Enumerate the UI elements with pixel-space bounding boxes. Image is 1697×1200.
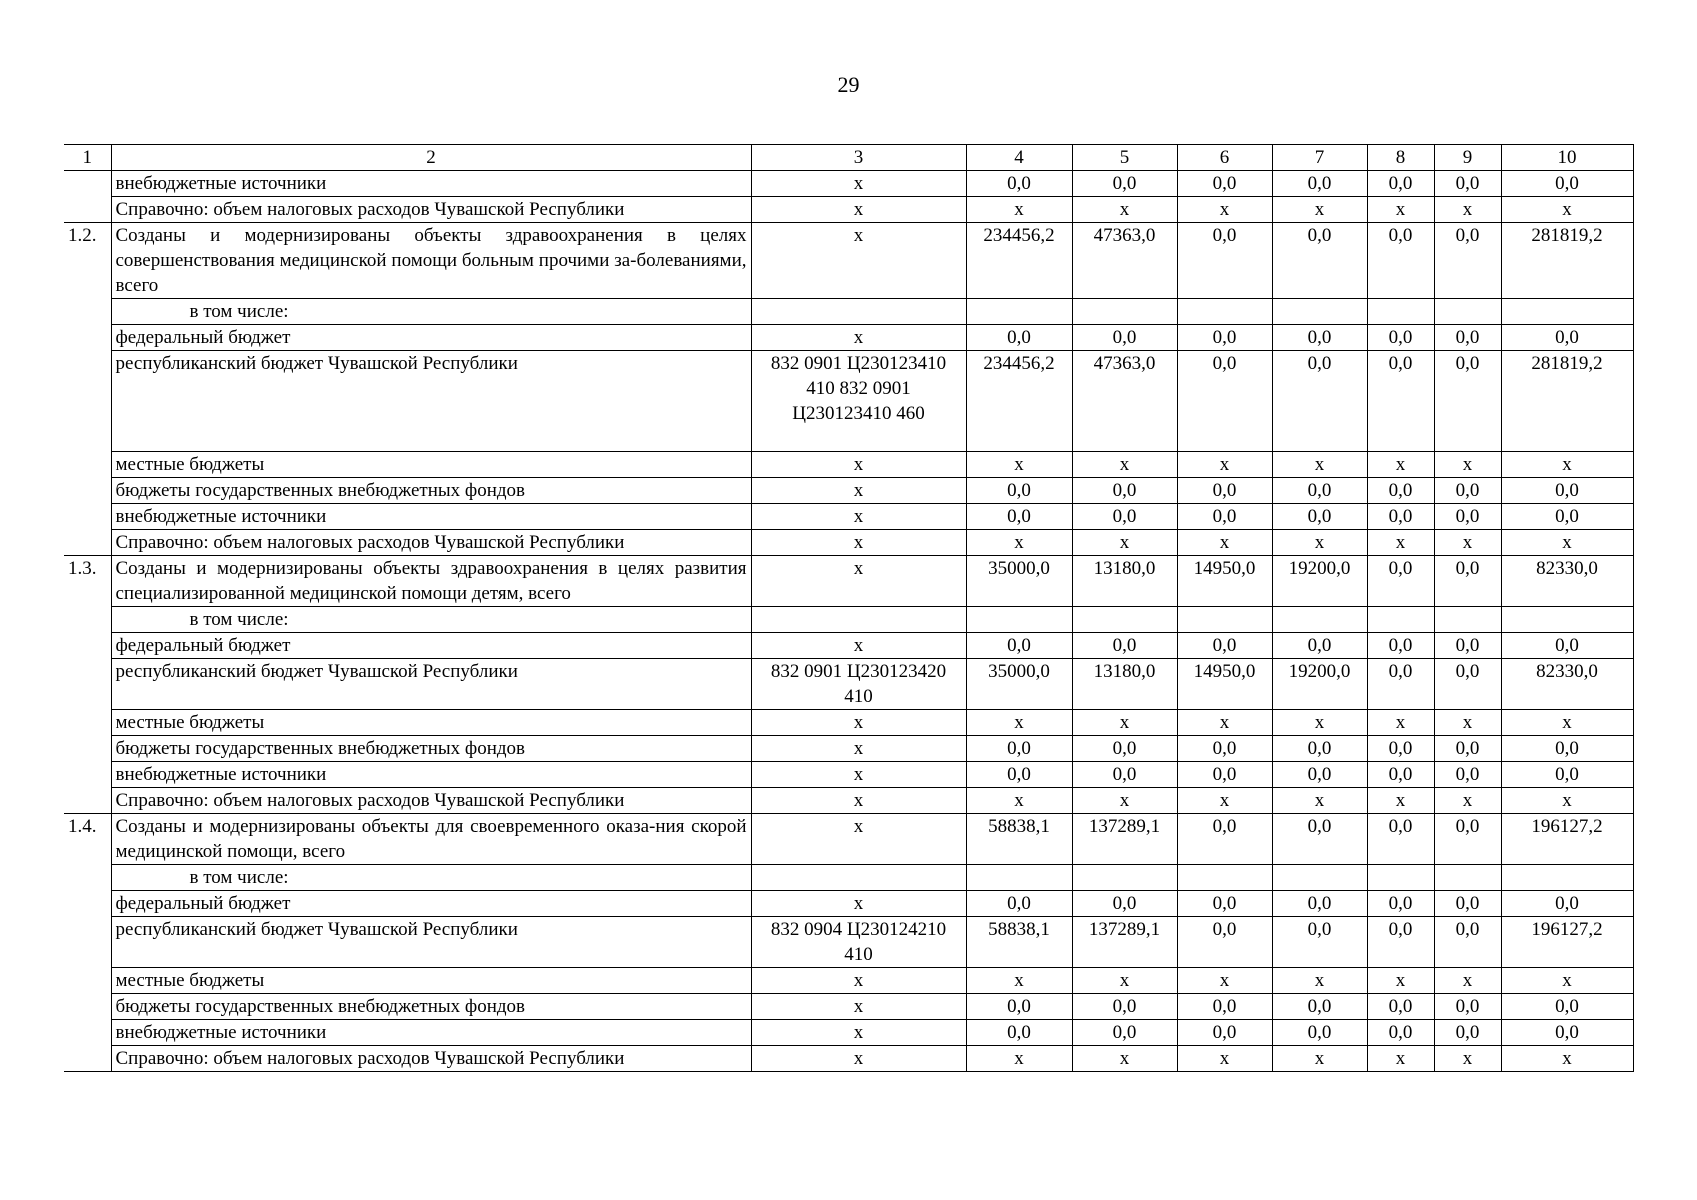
budget-code: х xyxy=(751,891,966,917)
row-number xyxy=(64,736,111,762)
value-cell: х xyxy=(966,197,1072,223)
value-cell: 137289,1 xyxy=(1072,814,1177,865)
value-cell: 0,0 xyxy=(1434,891,1501,917)
value-cell: х xyxy=(966,788,1072,814)
value-cell: 35000,0 xyxy=(966,659,1072,710)
value-cell: х xyxy=(1367,197,1434,223)
value-cell: 0,0 xyxy=(1501,762,1633,788)
value-cell xyxy=(1177,299,1272,325)
value-cell: 0,0 xyxy=(1434,171,1501,197)
value-cell: 0,0 xyxy=(966,994,1072,1020)
value-cell: 0,0 xyxy=(1177,504,1272,530)
value-cell: 0,0 xyxy=(1272,762,1367,788)
row-label: бюджеты государственных внебюджетных фондов xyxy=(111,478,751,504)
value-cell: х xyxy=(1072,452,1177,478)
row-number xyxy=(64,891,111,917)
value-cell: х xyxy=(1072,710,1177,736)
value-cell: 0,0 xyxy=(1501,736,1633,762)
value-cell: 0,0 xyxy=(1272,223,1367,299)
value-cell: 0,0 xyxy=(1367,504,1434,530)
budget-code: х xyxy=(751,197,966,223)
value-cell: х xyxy=(1501,452,1633,478)
value-cell: х xyxy=(1367,1046,1434,1072)
value-cell: 0,0 xyxy=(966,325,1072,351)
value-cell xyxy=(1434,607,1501,633)
budget-code xyxy=(751,865,966,891)
value-cell: 0,0 xyxy=(1272,351,1367,452)
row-label: в том числе: xyxy=(111,607,751,633)
value-cell: 196127,2 xyxy=(1501,814,1633,865)
row-label: бюджеты государственных внебюджетных фондов xyxy=(111,736,751,762)
budget-code: х xyxy=(751,968,966,994)
value-cell: 13180,0 xyxy=(1072,659,1177,710)
value-cell: 0,0 xyxy=(1501,325,1633,351)
row-label: местные бюджеты xyxy=(111,968,751,994)
value-cell: 0,0 xyxy=(1434,736,1501,762)
value-cell: х xyxy=(966,710,1072,736)
value-cell: х xyxy=(1367,452,1434,478)
value-cell: 0,0 xyxy=(1272,478,1367,504)
row-label: республиканский бюджет Чувашской Республики xyxy=(111,659,751,710)
budget-code: х xyxy=(751,788,966,814)
value-cell: 0,0 xyxy=(966,736,1072,762)
value-cell: 281819,2 xyxy=(1501,351,1633,452)
value-cell xyxy=(966,299,1072,325)
row-number xyxy=(64,504,111,530)
value-cell: 0,0 xyxy=(1072,994,1177,1020)
row-number xyxy=(64,762,111,788)
table-row xyxy=(64,917,1633,968)
row-label: Справочно: объем налоговых расходов Чувашской Республики xyxy=(111,530,751,556)
value-cell: 0,0 xyxy=(1272,917,1367,968)
row-label: внебюджетные источники xyxy=(111,504,751,530)
budget-code: 832 0904 Ц230124210 410 xyxy=(751,917,966,968)
value-cell: 0,0 xyxy=(1434,1020,1501,1046)
value-cell: 0,0 xyxy=(1434,223,1501,299)
value-cell xyxy=(1367,299,1434,325)
table-row xyxy=(64,762,1633,788)
value-cell: 0,0 xyxy=(1177,325,1272,351)
row-number: 1.3. xyxy=(64,556,111,607)
value-cell: х xyxy=(1434,968,1501,994)
row-label: в том числе: xyxy=(111,865,751,891)
value-cell: х xyxy=(1434,710,1501,736)
value-cell: 0,0 xyxy=(1177,478,1272,504)
value-cell: х xyxy=(1177,530,1272,556)
row-number xyxy=(64,1020,111,1046)
value-cell: 58838,1 xyxy=(966,814,1072,865)
table-row xyxy=(64,504,1633,530)
value-cell: х xyxy=(966,1046,1072,1072)
table-header-row xyxy=(64,145,1633,171)
budget-code: х xyxy=(751,478,966,504)
value-cell: х xyxy=(1072,1046,1177,1072)
value-cell xyxy=(1501,299,1633,325)
value-cell: х xyxy=(1177,1046,1272,1072)
value-cell: 0,0 xyxy=(1434,478,1501,504)
value-cell: х xyxy=(1367,710,1434,736)
value-cell: 0,0 xyxy=(1177,223,1272,299)
row-number xyxy=(64,968,111,994)
value-cell: 0,0 xyxy=(1272,994,1367,1020)
column-header: 7 xyxy=(1272,145,1367,171)
value-cell: 234456,2 xyxy=(966,223,1072,299)
table-row xyxy=(64,1046,1633,1072)
value-cell: 0,0 xyxy=(1072,736,1177,762)
row-number: 1.2. xyxy=(64,223,111,299)
value-cell: 0,0 xyxy=(1177,814,1272,865)
row-number: 1.4. xyxy=(64,814,111,865)
value-cell: х xyxy=(1367,530,1434,556)
value-cell: х xyxy=(1072,197,1177,223)
value-cell: 58838,1 xyxy=(966,917,1072,968)
value-cell: 0,0 xyxy=(1072,325,1177,351)
table-row xyxy=(64,633,1633,659)
value-cell: 0,0 xyxy=(1367,994,1434,1020)
value-cell: 0,0 xyxy=(1177,994,1272,1020)
value-cell: х xyxy=(1367,968,1434,994)
table-row xyxy=(64,452,1633,478)
value-cell: 0,0 xyxy=(1434,814,1501,865)
value-cell: 0,0 xyxy=(1434,994,1501,1020)
value-cell: 0,0 xyxy=(1072,478,1177,504)
value-cell: 0,0 xyxy=(1367,891,1434,917)
value-cell: 0,0 xyxy=(1272,814,1367,865)
value-cell: х xyxy=(966,968,1072,994)
value-cell: 0,0 xyxy=(966,633,1072,659)
value-cell: 0,0 xyxy=(1177,1020,1272,1046)
value-cell: 0,0 xyxy=(1177,171,1272,197)
value-cell: 281819,2 xyxy=(1501,223,1633,299)
value-cell: 82330,0 xyxy=(1501,556,1633,607)
value-cell: 0,0 xyxy=(1272,736,1367,762)
value-cell: х xyxy=(1501,1046,1633,1072)
budget-code: х xyxy=(751,710,966,736)
value-cell: 0,0 xyxy=(1434,659,1501,710)
value-cell: 0,0 xyxy=(1177,351,1272,452)
value-cell: х xyxy=(1177,452,1272,478)
table-row xyxy=(64,351,1633,452)
value-cell: 0,0 xyxy=(1501,478,1633,504)
row-label: Созданы и модернизированы объекты здравоохранения в целях развития специализированной медицинской помощи детям, всего xyxy=(111,556,751,607)
value-cell: 0,0 xyxy=(966,504,1072,530)
row-number xyxy=(64,171,111,197)
table-row xyxy=(64,1020,1633,1046)
row-number xyxy=(64,1046,111,1072)
value-cell: 0,0 xyxy=(1367,736,1434,762)
value-cell: х xyxy=(1501,710,1633,736)
value-cell: 0,0 xyxy=(1072,762,1177,788)
value-cell: 137289,1 xyxy=(1072,917,1177,968)
value-cell: х xyxy=(1177,788,1272,814)
value-cell: 0,0 xyxy=(1501,1020,1633,1046)
value-cell: 0,0 xyxy=(1272,1020,1367,1046)
budget-code: х xyxy=(751,633,966,659)
value-cell: 0,0 xyxy=(1434,504,1501,530)
budget-code xyxy=(751,299,966,325)
value-cell xyxy=(1177,607,1272,633)
value-cell: 0,0 xyxy=(1177,762,1272,788)
budget-code: х xyxy=(751,530,966,556)
value-cell: 0,0 xyxy=(1072,1020,1177,1046)
row-label: федеральный бюджет xyxy=(111,325,751,351)
value-cell: 19200,0 xyxy=(1272,556,1367,607)
value-cell: 0,0 xyxy=(1177,633,1272,659)
value-cell: 0,0 xyxy=(1434,325,1501,351)
value-cell: 0,0 xyxy=(966,171,1072,197)
value-cell: 0,0 xyxy=(1367,325,1434,351)
row-label: бюджеты государственных внебюджетных фондов xyxy=(111,994,751,1020)
budget-code: х xyxy=(751,325,966,351)
row-label: Справочно: объем налоговых расходов Чувашской Республики xyxy=(111,197,751,223)
value-cell: х xyxy=(1072,788,1177,814)
column-header: 10 xyxy=(1501,145,1633,171)
value-cell: 14950,0 xyxy=(1177,556,1272,607)
value-cell: 0,0 xyxy=(1434,556,1501,607)
row-number xyxy=(64,917,111,968)
value-cell: 0,0 xyxy=(1434,351,1501,452)
row-label: внебюджетные источники xyxy=(111,171,751,197)
budget-code: х xyxy=(751,736,966,762)
value-cell: 35000,0 xyxy=(966,556,1072,607)
row-number xyxy=(64,994,111,1020)
value-cell: 0,0 xyxy=(1072,504,1177,530)
value-cell xyxy=(1272,865,1367,891)
budget-code: х xyxy=(751,1046,966,1072)
value-cell: 0,0 xyxy=(1434,917,1501,968)
value-cell xyxy=(1272,607,1367,633)
row-number xyxy=(64,607,111,633)
table-row xyxy=(64,325,1633,351)
row-label: Созданы и модернизированы объекты для своевременного оказа-ния скорой медицинской помощи, всего xyxy=(111,814,751,865)
value-cell: х xyxy=(966,530,1072,556)
value-cell xyxy=(1434,299,1501,325)
table-row xyxy=(64,197,1633,223)
value-cell xyxy=(1501,607,1633,633)
row-label: местные бюджеты xyxy=(111,710,751,736)
value-cell: 47363,0 xyxy=(1072,351,1177,452)
value-cell: х xyxy=(1367,788,1434,814)
value-cell: 0,0 xyxy=(966,762,1072,788)
value-cell: х xyxy=(1272,452,1367,478)
value-cell: 0,0 xyxy=(1367,556,1434,607)
value-cell: х xyxy=(1272,530,1367,556)
row-label: местные бюджеты xyxy=(111,452,751,478)
value-cell: х xyxy=(1434,197,1501,223)
value-cell: х xyxy=(1501,197,1633,223)
row-number xyxy=(64,299,111,325)
value-cell: х xyxy=(1434,530,1501,556)
value-cell: х xyxy=(1272,710,1367,736)
table-row xyxy=(64,556,1633,607)
budget-code: х xyxy=(751,994,966,1020)
value-cell xyxy=(1072,607,1177,633)
table-row xyxy=(64,814,1633,865)
row-label: республиканский бюджет Чувашской Республики xyxy=(111,351,751,452)
table-row xyxy=(64,607,1633,633)
table-row xyxy=(64,865,1633,891)
value-cell: 0,0 xyxy=(966,1020,1072,1046)
value-cell: 0,0 xyxy=(1367,917,1434,968)
value-cell: х xyxy=(1434,788,1501,814)
value-cell: х xyxy=(1501,788,1633,814)
value-cell xyxy=(966,865,1072,891)
value-cell: х xyxy=(1501,530,1633,556)
value-cell: 0,0 xyxy=(1072,891,1177,917)
row-label: Справочно: объем налоговых расходов Чувашской Республики xyxy=(111,1046,751,1072)
value-cell: 0,0 xyxy=(1434,633,1501,659)
value-cell: 0,0 xyxy=(1367,633,1434,659)
value-cell: 0,0 xyxy=(1367,1020,1434,1046)
value-cell: х xyxy=(1501,968,1633,994)
row-number xyxy=(64,633,111,659)
value-cell: 0,0 xyxy=(1501,994,1633,1020)
value-cell: 14950,0 xyxy=(1177,659,1272,710)
row-label: внебюджетные источники xyxy=(111,1020,751,1046)
row-label: в том числе: xyxy=(111,299,751,325)
row-number xyxy=(64,659,111,710)
value-cell xyxy=(1501,865,1633,891)
value-cell xyxy=(1367,607,1434,633)
column-header: 6 xyxy=(1177,145,1272,171)
value-cell: 47363,0 xyxy=(1072,223,1177,299)
value-cell: 196127,2 xyxy=(1501,917,1633,968)
value-cell: 0,0 xyxy=(1177,736,1272,762)
table-row xyxy=(64,891,1633,917)
row-number xyxy=(64,325,111,351)
budget-table xyxy=(64,144,1634,1072)
row-label: федеральный бюджет xyxy=(111,633,751,659)
value-cell xyxy=(1367,865,1434,891)
budget-code: х xyxy=(751,762,966,788)
value-cell: 0,0 xyxy=(1501,504,1633,530)
row-number xyxy=(64,865,111,891)
column-header: 3 xyxy=(751,145,966,171)
budget-code: х xyxy=(751,171,966,197)
value-cell: х xyxy=(1072,530,1177,556)
value-cell: 0,0 xyxy=(1501,633,1633,659)
budget-code: х xyxy=(751,452,966,478)
value-cell: х xyxy=(1177,968,1272,994)
row-number xyxy=(64,452,111,478)
table-row xyxy=(64,223,1633,299)
value-cell: 82330,0 xyxy=(1501,659,1633,710)
budget-code: 832 0901 Ц230123420 410 xyxy=(751,659,966,710)
value-cell: 0,0 xyxy=(1272,633,1367,659)
table-row xyxy=(64,788,1633,814)
table-row xyxy=(64,299,1633,325)
value-cell: 0,0 xyxy=(1177,917,1272,968)
budget-code: х xyxy=(751,504,966,530)
row-number xyxy=(64,478,111,504)
value-cell: 0,0 xyxy=(1367,814,1434,865)
value-cell: х xyxy=(1072,968,1177,994)
value-cell: 0,0 xyxy=(1367,223,1434,299)
value-cell: 0,0 xyxy=(1367,171,1434,197)
budget-code: х xyxy=(751,1020,966,1046)
column-header: 4 xyxy=(966,145,1072,171)
budget-code: х xyxy=(751,556,966,607)
row-label: Созданы и модернизированы объекты здравоохранения в целях совершенствования медицинской помощи больным прочими за-болеваниями, всего xyxy=(111,223,751,299)
value-cell: 0,0 xyxy=(1072,171,1177,197)
value-cell: 0,0 xyxy=(1367,478,1434,504)
budget-code: х xyxy=(751,814,966,865)
value-cell xyxy=(1072,299,1177,325)
table-row xyxy=(64,968,1633,994)
row-label: Справочно: объем налоговых расходов Чувашской Республики xyxy=(111,788,751,814)
value-cell: 0,0 xyxy=(1367,351,1434,452)
budget-code: 832 0901 Ц230123410 410 832 0901 Ц230123410 460 xyxy=(751,351,966,452)
value-cell: 0,0 xyxy=(1367,762,1434,788)
value-cell: х xyxy=(1177,197,1272,223)
table-row xyxy=(64,530,1633,556)
budget-code xyxy=(751,607,966,633)
table-row xyxy=(64,736,1633,762)
value-cell: 0,0 xyxy=(1177,891,1272,917)
value-cell: х xyxy=(1272,1046,1367,1072)
value-cell: 13180,0 xyxy=(1072,556,1177,607)
value-cell: 234456,2 xyxy=(966,351,1072,452)
value-cell: 0,0 xyxy=(1072,633,1177,659)
value-cell: 0,0 xyxy=(966,891,1072,917)
value-cell: 0,0 xyxy=(1501,891,1633,917)
value-cell: 0,0 xyxy=(1272,504,1367,530)
value-cell: 0,0 xyxy=(1434,762,1501,788)
row-number xyxy=(64,788,111,814)
row-number xyxy=(64,351,111,452)
value-cell: 0,0 xyxy=(1272,171,1367,197)
table-row xyxy=(64,994,1633,1020)
value-cell: 0,0 xyxy=(1272,325,1367,351)
value-cell: 0,0 xyxy=(966,478,1072,504)
value-cell: х xyxy=(1434,452,1501,478)
row-number xyxy=(64,197,111,223)
value-cell xyxy=(1434,865,1501,891)
value-cell: 0,0 xyxy=(1272,891,1367,917)
value-cell: х xyxy=(966,452,1072,478)
value-cell: х xyxy=(1272,197,1367,223)
value-cell: х xyxy=(1272,968,1367,994)
value-cell: 19200,0 xyxy=(1272,659,1367,710)
row-label: внебюджетные источники xyxy=(111,762,751,788)
row-label: федеральный бюджет xyxy=(111,891,751,917)
table-row xyxy=(64,171,1633,197)
column-header: 8 xyxy=(1367,145,1434,171)
value-cell xyxy=(1072,865,1177,891)
table-row xyxy=(64,478,1633,504)
value-cell: 0,0 xyxy=(1367,659,1434,710)
row-label: республиканский бюджет Чувашской Республики xyxy=(111,917,751,968)
value-cell: х xyxy=(1177,710,1272,736)
value-cell xyxy=(1177,865,1272,891)
row-number xyxy=(64,530,111,556)
value-cell: 0,0 xyxy=(1501,171,1633,197)
budget-code: х xyxy=(751,223,966,299)
row-number xyxy=(64,710,111,736)
value-cell xyxy=(1272,299,1367,325)
value-cell: х xyxy=(1434,1046,1501,1072)
column-header: 2 xyxy=(111,145,751,171)
table-row xyxy=(64,710,1633,736)
value-cell: х xyxy=(1272,788,1367,814)
page-number: 29 xyxy=(837,72,860,97)
column-header: 9 xyxy=(1434,145,1501,171)
column-header: 1 xyxy=(64,145,111,171)
value-cell xyxy=(966,607,1072,633)
column-header: 5 xyxy=(1072,145,1177,171)
table-row xyxy=(64,659,1633,710)
